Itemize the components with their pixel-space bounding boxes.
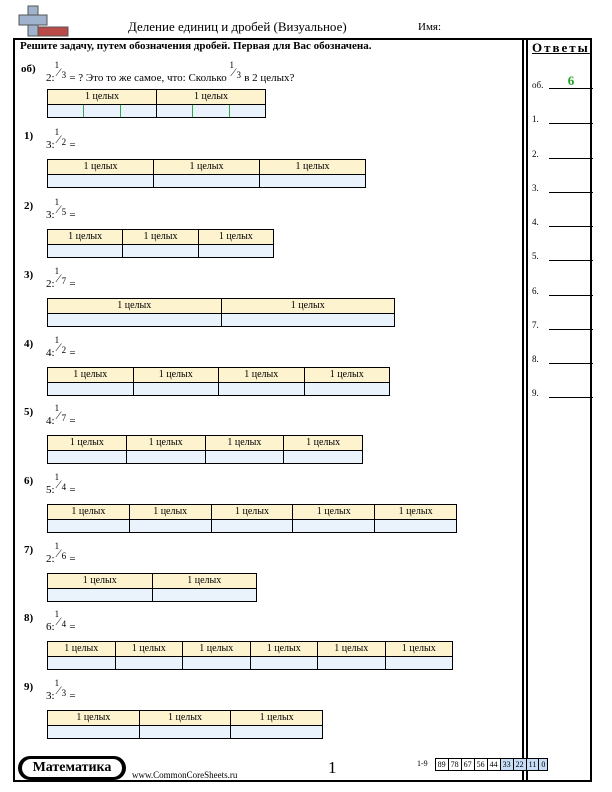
- fraction-area: [48, 105, 156, 117]
- answer-label: 9.: [532, 388, 539, 398]
- whole-cell: [48, 642, 116, 669]
- page-number: 1: [328, 758, 337, 777]
- whole-cell: [260, 160, 365, 187]
- answer-label: 3.: [532, 183, 539, 193]
- whole-label: 1 целых: [284, 436, 362, 451]
- whole-cell: [153, 574, 257, 601]
- fraction: 1 ⁄ 3: [54, 60, 67, 80]
- example-prompt: = ? Это то же самое, что: Сколько: [69, 72, 227, 84]
- answer-example-value: 6: [567, 73, 575, 88]
- answer-example-label: об.: [532, 80, 544, 90]
- dividend: 3: [46, 209, 52, 221]
- fraction-area: [157, 105, 265, 117]
- fraction-area[interactable]: [140, 726, 231, 738]
- answer-line[interactable]: [549, 158, 593, 159]
- answer-line: [549, 88, 593, 89]
- answer-line[interactable]: [549, 397, 593, 398]
- fraction-area[interactable]: [48, 314, 221, 326]
- name-label: Имя:: [418, 21, 442, 33]
- whole-cell: [48, 90, 157, 117]
- problem-number: 1): [24, 130, 34, 142]
- problem-number: 5): [24, 406, 34, 418]
- whole-label: 1 целых: [212, 505, 293, 520]
- fraction-area[interactable]: [183, 657, 250, 669]
- answer-label: 7.: [532, 320, 539, 330]
- whole-label: 1 целых: [318, 642, 385, 657]
- fraction: 1 ⁄ 2: [54, 127, 67, 147]
- answer-line[interactable]: [549, 192, 593, 193]
- whole-cell: [386, 642, 453, 669]
- fraction: 1 ⁄ 7: [54, 403, 67, 423]
- example-expression: 2: 1 ⁄ 3 = ? Это то же самое, что: Сколько 1 ⁄ 3 в 2 целых?: [46, 60, 295, 84]
- dividend: 4: [46, 347, 52, 359]
- whole-label: 1 целых: [219, 368, 304, 383]
- fraction-segment: [48, 105, 84, 117]
- fraction: 1 ⁄ 6: [54, 541, 67, 561]
- answer-label: 1.: [532, 114, 539, 124]
- dividend: 5: [46, 484, 52, 496]
- fraction-area[interactable]: [284, 451, 362, 463]
- instructions: Решите задачу, путем обозначения дробей. Первая для Вас обозначена.: [20, 40, 372, 52]
- whole-label: 1 целых: [48, 230, 122, 245]
- whole-cell: [140, 711, 232, 738]
- problem-number: 2): [24, 200, 34, 212]
- whole-label: 1 целых: [127, 436, 205, 451]
- whole-label: 1 целых: [222, 299, 395, 314]
- fraction-bar: [47, 641, 453, 670]
- answer-label: 8.: [532, 354, 539, 364]
- site-url: www.CommonCoreSheets.ru: [132, 770, 238, 780]
- equals-sign: =: [69, 347, 76, 359]
- score-cell: 0: [538, 758, 548, 771]
- whole-label: 1 целых: [48, 574, 152, 589]
- whole-label: 1 целых: [183, 642, 250, 657]
- fraction-area[interactable]: [318, 657, 385, 669]
- fraction-area[interactable]: [222, 314, 395, 326]
- whole-label: 1 целых: [154, 160, 259, 175]
- problem-expression: 3: 1 ⁄ 5 =: [46, 197, 76, 221]
- answer-line[interactable]: [549, 226, 593, 227]
- score-cell: 33: [500, 758, 514, 771]
- fraction-area[interactable]: [48, 657, 115, 669]
- whole-cell: [375, 505, 456, 532]
- dividend: 2: [46, 72, 52, 84]
- whole-cell: [48, 574, 153, 601]
- whole-label: 1 целых: [130, 505, 211, 520]
- example-label: об): [21, 63, 36, 75]
- fraction-area[interactable]: [260, 175, 365, 187]
- answer-line[interactable]: [549, 260, 593, 261]
- fraction-area[interactable]: [219, 383, 304, 395]
- whole-cell: [318, 642, 386, 669]
- whole-label: 1 целых: [48, 505, 129, 520]
- answer-label: 4.: [532, 217, 539, 227]
- whole-label: 1 целых: [48, 90, 156, 105]
- answer-label: 5.: [532, 251, 539, 261]
- fraction-bar: [47, 229, 274, 258]
- equals-sign: =: [69, 278, 76, 290]
- problem-expression: 3: 1 ⁄ 3 =: [46, 678, 76, 702]
- answer-line[interactable]: [549, 295, 593, 296]
- whole-cell: [157, 90, 265, 117]
- problem-number: 7): [24, 544, 34, 556]
- dividend: 4: [46, 415, 52, 427]
- whole-cell: [48, 711, 140, 738]
- fraction-area[interactable]: [134, 383, 219, 395]
- answer-label: 6.: [532, 286, 539, 296]
- fraction: 1 ⁄ 3: [54, 678, 67, 698]
- equals-sign: =: [69, 484, 76, 496]
- score-table: [416, 758, 548, 771]
- score-cell: 67: [461, 758, 475, 771]
- whole-cell: [48, 299, 222, 326]
- fraction-bar: [47, 573, 257, 602]
- page-title: Деление единиц и дробей (Визуальное): [128, 19, 347, 34]
- whole-cell: [48, 436, 127, 463]
- whole-cell: [305, 368, 390, 395]
- problem-number: 6): [24, 475, 34, 487]
- fraction-area[interactable]: [375, 520, 456, 532]
- problem-expression: 2: 1 ⁄ 6 =: [46, 541, 76, 565]
- fraction-area[interactable]: [231, 726, 322, 738]
- equals-sign: =: [69, 553, 76, 565]
- problem-expression: 5: 1 ⁄ 4 =: [46, 472, 76, 496]
- whole-label: 1 целых: [305, 368, 390, 383]
- whole-label: 1 целых: [153, 574, 257, 589]
- fraction-area[interactable]: [48, 175, 153, 187]
- dividend: 3: [46, 139, 52, 151]
- fraction-area[interactable]: [154, 175, 259, 187]
- fraction-area[interactable]: [48, 726, 139, 738]
- whole-cell: [48, 160, 154, 187]
- fraction-area[interactable]: [251, 657, 318, 669]
- whole-label: 1 целых: [386, 642, 453, 657]
- fraction-bar: [47, 710, 323, 739]
- whole-cell: [130, 505, 212, 532]
- fraction: 1 ⁄ 4: [54, 609, 67, 629]
- problem-expression: 4: 1 ⁄ 2 =: [46, 335, 76, 359]
- whole-cell: [48, 505, 130, 532]
- score-cell: 78: [448, 758, 462, 771]
- fraction-area[interactable]: [199, 245, 273, 257]
- whole-cell: [222, 299, 395, 326]
- whole-label: 1 целых: [48, 711, 139, 726]
- example-prompt-tail: в 2 целых?: [244, 72, 295, 84]
- fraction: 1 ⁄ 2: [54, 335, 67, 355]
- whole-label: 1 целых: [293, 505, 374, 520]
- equals-sign: =: [69, 690, 76, 702]
- whole-cell: [293, 505, 375, 532]
- equals-sign: =: [69, 209, 76, 221]
- score-cell: 22: [513, 758, 527, 771]
- dividend: 3: [46, 690, 52, 702]
- whole-cell: [251, 642, 319, 669]
- fraction: 1 ⁄ 7: [54, 266, 67, 286]
- fraction-bar: [47, 367, 390, 396]
- problem-expression: 2: 1 ⁄ 7 =: [46, 266, 76, 290]
- answer-line[interactable]: [549, 123, 593, 124]
- fraction-area[interactable]: [212, 520, 293, 532]
- problem-number: 9): [24, 681, 34, 693]
- whole-label: 1 целых: [199, 230, 273, 245]
- whole-cell: [127, 436, 206, 463]
- worksheet-frame: [13, 38, 592, 782]
- whole-cell: [219, 368, 305, 395]
- whole-label: 1 целых: [134, 368, 219, 383]
- problem-number: 4): [24, 338, 34, 350]
- fraction-bar: [47, 159, 366, 188]
- fraction-area[interactable]: [305, 383, 390, 395]
- fraction-bar: [47, 435, 363, 464]
- whole-cell: [199, 230, 273, 257]
- fraction-area[interactable]: [206, 451, 284, 463]
- fraction-area[interactable]: [386, 657, 453, 669]
- problem-expression: 3: 1 ⁄ 2 =: [46, 127, 76, 151]
- whole-label: 1 целых: [48, 160, 153, 175]
- whole-cell: [48, 368, 134, 395]
- brand-label: Математика: [22, 759, 122, 777]
- fraction-segment: [121, 105, 156, 117]
- fraction: 1 ⁄ 3: [229, 60, 241, 80]
- whole-cell: [134, 368, 220, 395]
- score-cell: 56: [474, 758, 488, 771]
- plus-minus-logo: [18, 4, 70, 38]
- whole-cell: [231, 711, 322, 738]
- whole-label: 1 целых: [140, 711, 231, 726]
- whole-label: 1 целых: [206, 436, 284, 451]
- whole-cell: [284, 436, 362, 463]
- whole-label: 1 целых: [157, 90, 265, 105]
- score-cell: 11: [526, 758, 540, 771]
- problem-number: 3): [24, 269, 34, 281]
- fraction-area[interactable]: [116, 657, 183, 669]
- answer-line[interactable]: [549, 363, 593, 364]
- fraction-area[interactable]: [48, 383, 133, 395]
- fraction-area[interactable]: [130, 520, 211, 532]
- whole-label: 1 целых: [375, 505, 456, 520]
- fraction-segment: [193, 105, 229, 117]
- fraction-segment: [84, 105, 120, 117]
- fraction-segment: [230, 105, 265, 117]
- problem-expression: 4: 1 ⁄ 7 =: [46, 403, 76, 427]
- score-cell: 89: [435, 758, 449, 771]
- fraction-segment: [157, 105, 193, 117]
- answer-label: 2.: [532, 149, 539, 159]
- whole-label: 1 целых: [231, 711, 322, 726]
- problem-number: 8): [24, 612, 34, 624]
- answer-line[interactable]: [549, 329, 593, 330]
- whole-cell: [206, 436, 285, 463]
- score-cell: 44: [487, 758, 501, 771]
- whole-label: 1 целых: [116, 642, 183, 657]
- whole-label: 1 целых: [260, 160, 365, 175]
- whole-cell: [183, 642, 251, 669]
- fraction: 1 ⁄ 4: [54, 472, 67, 492]
- fraction-area[interactable]: [48, 520, 129, 532]
- fraction-area[interactable]: [153, 589, 257, 601]
- whole-label: 1 целых: [251, 642, 318, 657]
- fraction-area[interactable]: [48, 451, 126, 463]
- fraction-area[interactable]: [48, 245, 122, 257]
- whole-cell: [212, 505, 294, 532]
- example-fraction-bar: [47, 89, 266, 118]
- whole-label: 1 целых: [48, 299, 221, 314]
- whole-label: 1 целых: [123, 230, 197, 245]
- score-label: 1-9: [417, 759, 428, 768]
- dividend: 2: [46, 278, 52, 290]
- fraction: 1 ⁄ 5: [54, 197, 67, 217]
- problem-expression: 6: 1 ⁄ 4 =: [46, 609, 76, 633]
- whole-cell: [116, 642, 184, 669]
- whole-cell: [154, 160, 260, 187]
- fraction-area[interactable]: [127, 451, 205, 463]
- brand-badge: [18, 756, 126, 780]
- dividend: 2: [46, 553, 52, 565]
- whole-label: 1 целых: [48, 368, 133, 383]
- fraction-area[interactable]: [48, 589, 152, 601]
- fraction-area[interactable]: [123, 245, 197, 257]
- whole-cell: [48, 230, 123, 257]
- whole-label: 1 целых: [48, 436, 126, 451]
- whole-label: 1 целых: [48, 642, 115, 657]
- whole-cell: [123, 230, 198, 257]
- dividend: 6: [46, 621, 52, 633]
- equals-sign: =: [69, 139, 76, 151]
- fraction-area[interactable]: [293, 520, 374, 532]
- answer-column-divider: [522, 38, 528, 782]
- fraction-bar: [47, 298, 395, 327]
- equals-sign: =: [69, 415, 76, 427]
- answers-title: Ответы: [532, 40, 590, 55]
- fraction-bar: [47, 504, 457, 533]
- equals-sign: =: [69, 621, 76, 633]
